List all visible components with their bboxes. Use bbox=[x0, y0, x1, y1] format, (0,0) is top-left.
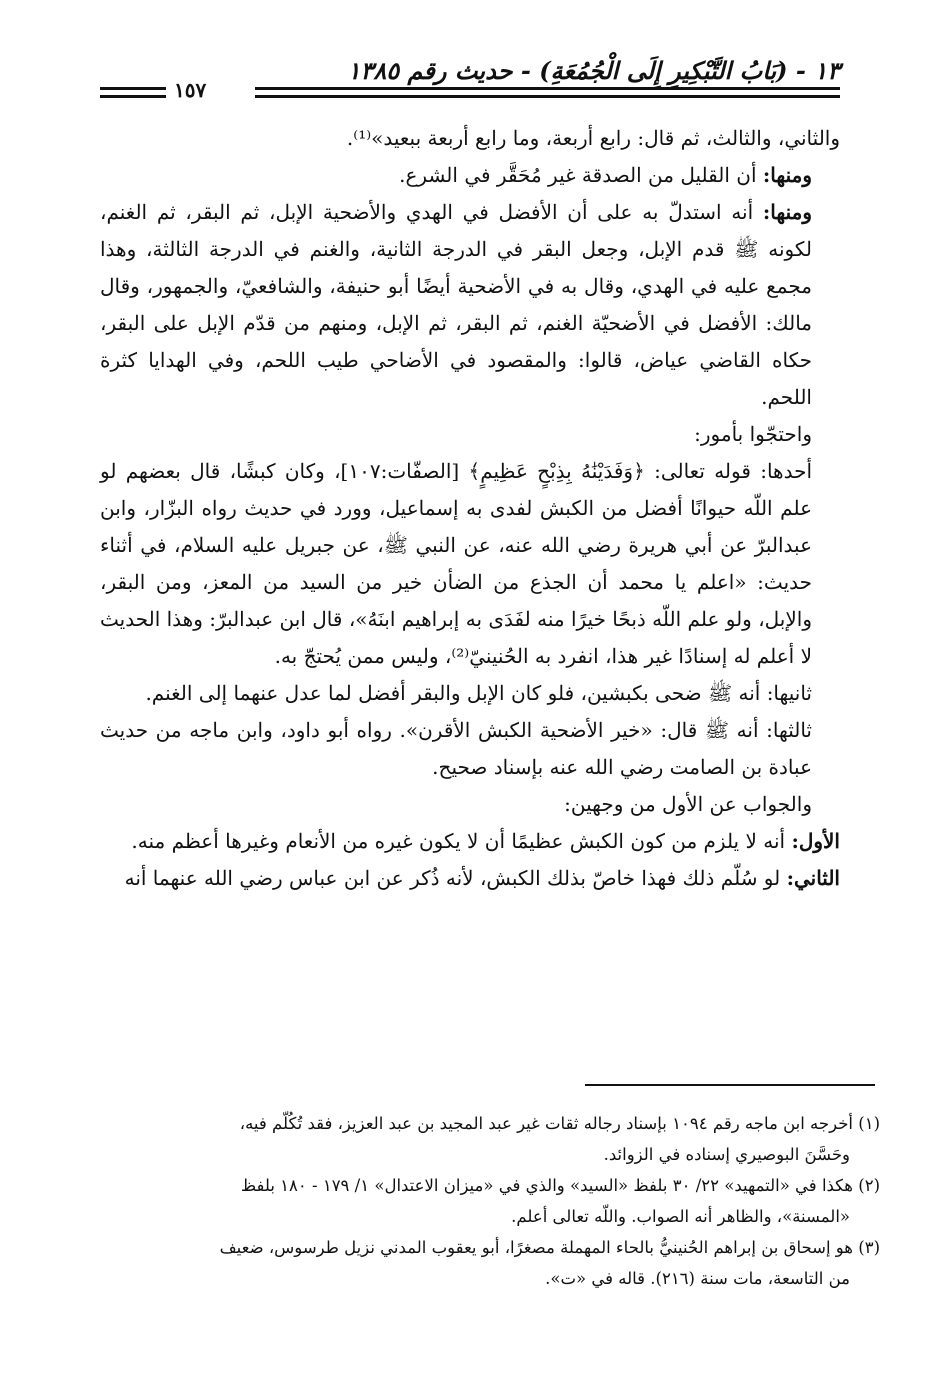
footnote-line: (٣) هو إسحاق بن إبراهم الحُنينيُّ بالحاء المهملة مصغرًا، أبو يعقوب المدني نزيل طرسوس، ضعيف bbox=[219, 1238, 880, 1257]
page-number: ١٥٧ bbox=[174, 78, 207, 102]
paragraph bbox=[100, 157, 840, 194]
paragraph: والثاني، والثالث، ثم قال: رابع أربعة، وما رابع أربعة ببعيد»⁽¹⁾. bbox=[346, 126, 840, 150]
footnote-line: من التاسعة، مات سنة (٢١٦). قاله في «ت». bbox=[545, 1269, 850, 1288]
footnote-line: (١) أخرجه ابن ماجه رقم ١٠٩٤ بإسناد رجاله ثقات غير عبد المجيد بن عبد العزيز، فقد تُكُلّم فيه، bbox=[239, 1114, 880, 1133]
paragraph: واحتجّوا بأمور: bbox=[694, 422, 812, 446]
paragraph: ثانيها: أنه ﷺ ضحى بكبشين، فلو كان الإبل والبقر أفضل لما عدل عنهما إلى الغنم. bbox=[145, 681, 812, 705]
paragraph-label: ومنها: bbox=[762, 200, 812, 224]
footnote-line: (٢) هكذا في «التمهيد» ٢٢/ ٣٠ بلفظ «السيد» والذي في «ميزان الاعتدال» ١/ ١٧٩ - ١٨٠ بلفظ bbox=[240, 1176, 880, 1195]
footnote-separator bbox=[585, 1084, 875, 1086]
paragraph: أحدها: قوله تعالى: ﴿وَفَدَيْنَٰهُ بِذِبْحٍ عَظِيمٍ﴾ [الصفّات:١٠٧]، وكان كبشًا، قال بعضهم لو علم اللّه حيوانًا أفضل من الكبش لفدى به إسماعيل، وورد في حديث رواه البزّار، وابن عبدالبرّ عن أبي هريرة رضي الله عنه، عن النبي ﷺ، عن جبريل عليه السلام، في أثناء حديث: «اعلم يا محمد أن الجذع من الضأن خير من السيد من المعز، ومن البقر، والإبل، ولو علم اللّه ذبحًا خيرًا منه لفَدَى به إبراهيم ابنَهُ»، قال ابن عبدالبرّ: وهذا الحديث لا أعلم له إسنادًا غير هذا، انفرد به الحُنينيّ⁽²⁾، وليس ممن يُحتجّ به. bbox=[100, 459, 813, 668]
footnote-line: «المسنة»، والظاهر أنه الصواب. واللّه تعالى أعلم. bbox=[511, 1207, 850, 1226]
paragraph: ثالثها: أنه ﷺ قال: «خير الأضحية الكبش الأقرن». رواه أبو داود، وابن ماجه من حديث عبادة بن الصامت رضي الله عنه بإسناد صحيح. bbox=[100, 718, 812, 779]
paragraph-text: أنه استدلّ به على أن الأفضل في الهدي والأضحية الإبل، ثم البقر، ثم الغنم، لكونه ﷺ قدم الإبل، وجعل البقر في الدرجة الثانية، والغنم في الدرجة الثالثة، وهذا مجمع عليه في الهدي، وقال به في الأضحية أيضًا أبو حنيفة، والشافعيّ، والجمهور، وقال مالك: الأفضل في الأضحيّة الغنم، ثم البقر، ثم الإبل، ومنهم من قدّم الإبل على البقر، حكاه القاضي عياض، قالوا: والمقصود في الأضاحي طيب اللحم، وفي الهدايا كثرة اللحم. bbox=[100, 200, 812, 409]
paragraph: والجواب عن الأول من وجهين: bbox=[564, 792, 812, 816]
paragraph-label: الثاني: bbox=[786, 866, 840, 890]
header-rule bbox=[100, 95, 166, 98]
header-rule bbox=[255, 95, 840, 98]
paragraph bbox=[100, 194, 840, 416]
running-title: ١٣ - (بَابُ التَّبْكِيرِ إِلَى الْجُمُعَةِ) - حديث رقم ١٣٨٥ bbox=[347, 56, 840, 85]
header-rule bbox=[255, 87, 840, 90]
paragraph-label: الأول: bbox=[791, 829, 840, 853]
header-rule bbox=[100, 87, 166, 90]
main-text bbox=[100, 120, 840, 897]
footnotes bbox=[100, 1108, 880, 1294]
paragraph bbox=[100, 823, 840, 860]
footnote-line: وحَسَّنَ البوصيري إسناده في الزوائد. bbox=[603, 1145, 850, 1164]
paragraph-text: أنه لا يلزم من كون الكبش عظيمًا أن لا يكون غيره من الأنعام وغيرها أعظم منه. bbox=[131, 829, 792, 853]
paragraph-text: لو سُلّم ذلك فهذا خاصّ بذلك الكبش، لأنه ذُكر عن ابن عباس رضي الله عنهما أنه bbox=[124, 866, 787, 890]
page-header bbox=[100, 56, 840, 106]
paragraph-label: ومنها: bbox=[762, 163, 812, 187]
paragraph-text: أن القليل من الصدقة غير مُحَقَّر في الشرع. bbox=[399, 163, 763, 187]
paragraph bbox=[100, 860, 840, 897]
